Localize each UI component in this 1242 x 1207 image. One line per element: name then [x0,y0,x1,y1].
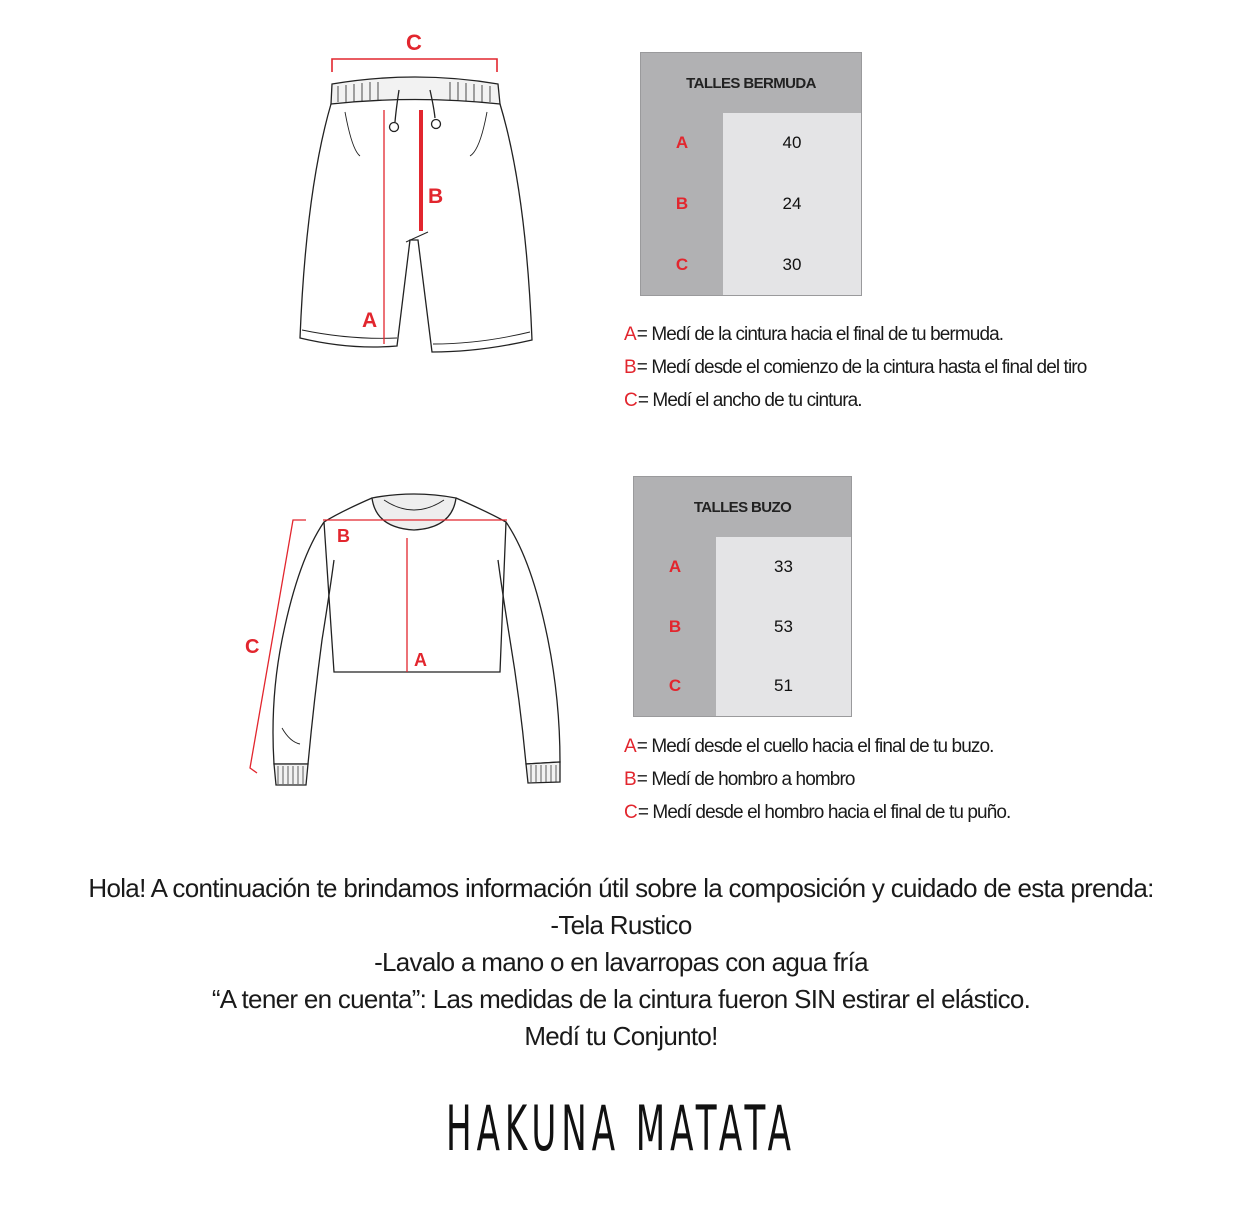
bermuda-key-a: A [675,133,689,153]
buzo-key-b: B [668,616,682,636]
bermuda-table-keys [641,113,723,295]
legend-text: = Medí el ancho de tu cintura. [637,389,862,411]
legend-key: C [624,389,637,411]
brand-logo: HAKUNA MATATA [446,1092,796,1165]
bermuda-key-c: C [675,254,689,274]
bermuda-legend-a [624,318,1086,351]
bermuda-legend-b [624,351,1086,384]
buzo-diagram [240,488,580,788]
legend-key: C [624,801,637,823]
bermuda-value-c: 30 [782,254,802,274]
buzo-legend [624,730,1010,829]
care-info [0,870,1242,1055]
legend-text: = Medí desde el hombro hacia el final de tu puño. [637,801,1011,823]
legend-key: B [624,356,636,378]
buzo-value-a: 33 [774,556,793,576]
legend-text: = Medí desde el cuello hacia el final de tu buzo. [636,735,994,757]
buzo-value-b: 53 [774,616,793,636]
legend-key: B [624,768,636,790]
bermuda-label-c: C [406,30,422,55]
legend-key: A [624,323,636,345]
buzo-key-a: A [668,556,682,576]
legend-text: = Medí de la cintura hacia el final de tu bermuda. [636,323,1004,345]
bermuda-value-a: 40 [782,133,802,153]
buzo-value-c: 51 [774,676,793,696]
bermuda-legend-c [624,384,1086,417]
buzo-legend-a [624,730,1010,763]
buzo-label-c: C [245,636,260,658]
info-fabric: -Tela Rustico [550,910,692,940]
info-note: “A tener en cuenta”: Las medidas de la cintura fueron SIN estirar el elástico. [211,984,1031,1014]
bermuda-key-b: B [675,194,689,213]
buzo-label-a: A [414,650,427,670]
info-washing: -Lavalo a mano o en lavarropas con agua fría [374,947,868,977]
buzo-table-values [716,537,851,716]
bermuda-table-values [723,113,861,295]
bermuda-legend [624,318,1086,417]
buzo-table-keys [634,537,716,716]
legend-text: = Medí desde el comienzo de la cintura hasta el final del tiro [636,356,1087,378]
buzo-size-table [633,476,852,717]
bermuda-table-title: TALLES BERMUDA [686,74,816,92]
bermuda-label-b: B [428,185,444,208]
info-cta: Medí tu Conjunto! [524,1021,718,1051]
buzo-legend-c [624,796,1010,829]
buzo-table-title: TALLES BUZO [693,498,792,516]
bermuda-size-table [640,52,862,296]
buzo-legend-b [624,763,1010,796]
buzo-label-b: B [337,526,350,546]
info-intro: Hola! A continuación te brindamos información útil sobre la composición y cuidado de esta prenda: [88,873,1154,903]
bermuda-value-b: 24 [782,194,802,213]
legend-key: A [624,735,636,757]
legend-text: = Medí de hombro a hombro [636,768,855,790]
buzo-key-c: C [668,676,682,696]
bermuda-label-a: A [362,309,378,332]
